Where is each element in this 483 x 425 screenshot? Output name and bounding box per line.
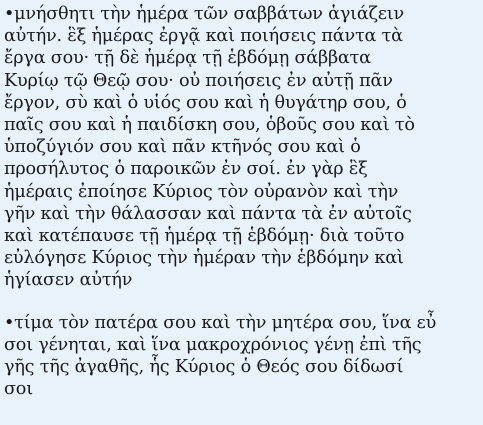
text-line: σοι: [4, 379, 33, 400]
text-line: γῆς τῆς ἀγαθῆς, ἧς Κύριος ὁ Θεός σου δίδωσί: [4, 357, 404, 378]
text-line: •τίμα τὸν πατέρα σου καὶ τὴν μητέρα σου, ἵνα εὖ: [4, 312, 437, 333]
text-line: σοι γένηται, καὶ ἵνα μακροχρόνιος γένῃ ἐπὶ τῆς: [4, 334, 422, 355]
text-line: •μνήσθητι τὴν ἡμέρα τῶν σαββάτων ἁγιάζειν: [4, 4, 404, 24]
text-line: ἔργα σου· τῇ δὲ ἡμέρᾳ τῇ ἑβδόμῃ σάββατα: [4, 48, 371, 69]
text-line: ἔργον, σὺ καὶ ὁ υἱός σου καὶ ἡ θυγάτηρ σου, ὁ: [4, 92, 407, 113]
text-line: ὑποζύγιόν σου καὶ πᾶν κτῆνός σου καὶ ὁ: [4, 137, 361, 158]
text-line: αὐτήν. ἓξ ἡμέρας ἐργᾷ καὶ ποιήσεις πάντα τὰ: [4, 26, 403, 47]
text-line: ἡμέραις ἐποίησε Κύριος τὸν οὐρανὸν καὶ τὴν: [4, 181, 399, 202]
text-line: Κυρίῳ τῷ Θεῷ σου· οὐ ποιήσεις ἐν αὐτῇ πᾶν: [4, 70, 393, 91]
text-line: προσήλυτος ὁ παροικῶν ἐν σοί. ἐν γὰρ ἓξ: [4, 159, 368, 180]
text-line: παῖς σου καὶ ἡ παιδίσκη σου, ὁβοῦς σου καὶ τὸ: [4, 115, 415, 136]
text-line: εὐλόγησε Κύριος τὴν ἡμέραν τὴν ἑβδόμην καὶ: [4, 248, 404, 269]
commandment-paragraph-honor-parents: [4, 312, 483, 401]
text-line: γῆν καὶ τὴν θάλασσαν καὶ πάντα τὰ ἐν αὐτοῖς: [4, 203, 412, 224]
text-line: καὶ κατέπαυσε τῇ ἡμέρᾳ τῇ ἑβδόμῃ· διὰ τοῦτο: [4, 226, 405, 247]
text-line: ἡγίασεν αὐτήν: [4, 270, 133, 291]
commandment-paragraph-sabbath: [4, 3, 483, 292]
